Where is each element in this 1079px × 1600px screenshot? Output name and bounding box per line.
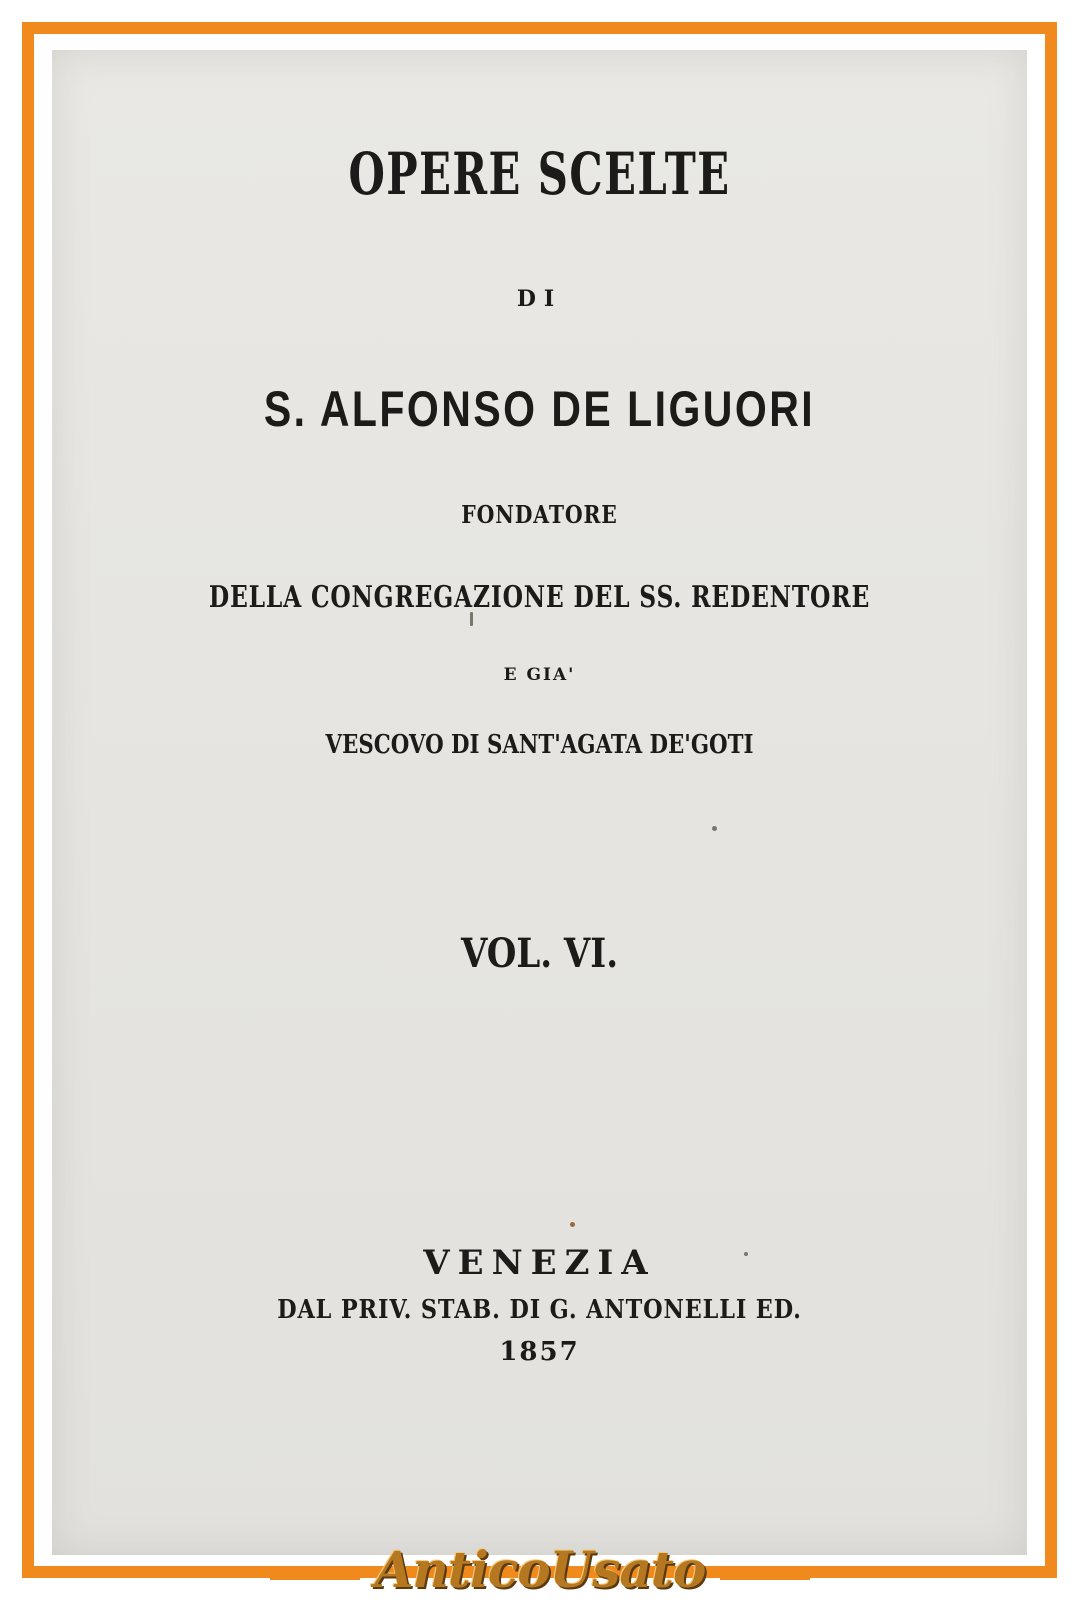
logo-text: AnticoUsato (374, 1540, 706, 1599)
publication-city: VENEZIA (423, 1243, 656, 1283)
logo-bar-left (270, 1566, 360, 1580)
ink-speck (712, 826, 717, 831)
volume-number: VOL. VI. (460, 930, 619, 977)
author-role: FONDATORE (461, 500, 618, 529)
printer-line: DAL PRIV. STAB. DI G. ANTONELLI ED. (277, 1295, 802, 1325)
book-title: OPERE SCELTE (348, 140, 731, 208)
bishop-line: VESCOVO DI SANT'AGATA DE'GOTI (325, 730, 754, 760)
e-gia-line: E GIA' (503, 665, 576, 685)
anticousato-logo (360, 1540, 720, 1600)
author-name: S. ALFONSO DE LIGUORI (263, 381, 816, 437)
congregation-line: DELLA CONGREGAZIONE DEL SS. REDENTORE (208, 580, 871, 615)
ink-speck (570, 1222, 575, 1227)
logo-bar-right (720, 1566, 810, 1580)
book-page (52, 50, 1027, 1555)
by-word: DI (516, 286, 563, 312)
publication-year: 1857 (499, 1337, 580, 1367)
